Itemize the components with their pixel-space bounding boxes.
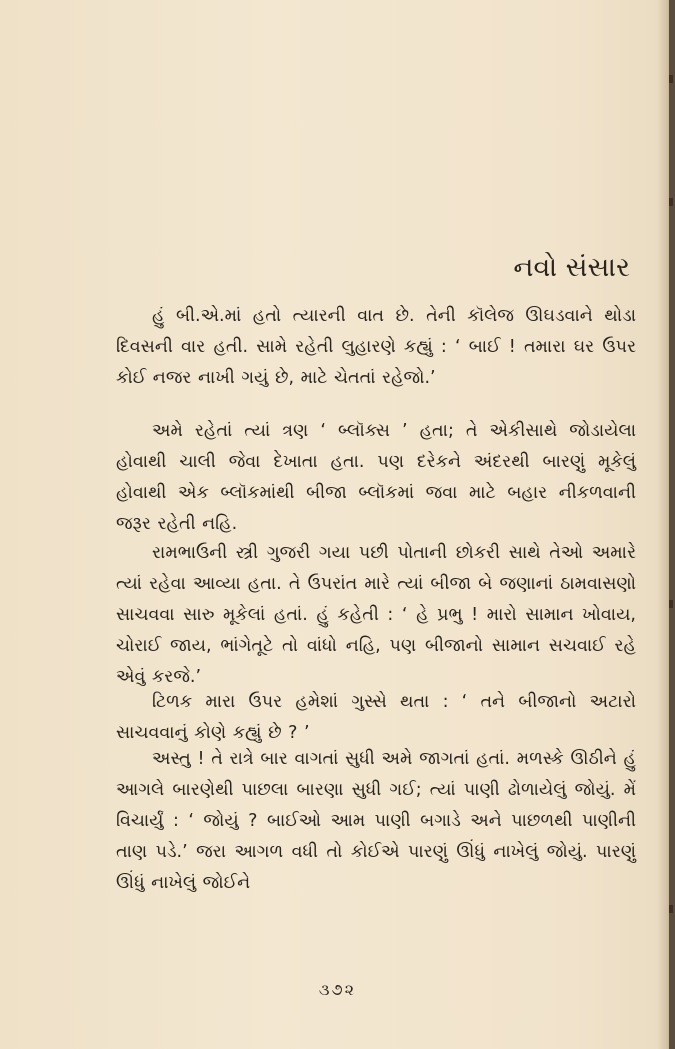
edge-mark <box>669 905 673 913</box>
page-spine-edge <box>669 0 675 1049</box>
paragraph-text: અસ્તુ ! તે રાત્રે બાર વાગતાં સુધી અમે જાગતાં હતાં. મળસ્કે ઊઠીને હું આગલે બારણેથી પાછલા બારણા સુધી ગઈ; ત્યાં પાણી ઢોળાયેલું જોયું. મેં વિચાર્યું : ‘ જોયું ? બાઈઓ આમ પાણી બગાડે અને પાછળથી પાણીની તાણ પડે.’ જરા આગળ વધી તો કોઈએ પારણું ઊંધું નાખેલું જોયું. પારણું ઊંધું નાખેલું જોઈને <box>116 749 636 893</box>
edge-mark <box>669 198 673 206</box>
edge-mark <box>669 75 673 83</box>
paragraph-text: અમે રહેતાં ત્યાં ત્રણ ‘ બ્લૉક્સ ’ હતા; તે એકીસાથે જોડાયેલા હોવાથી ચાલી જેવા દેખાતા હતા. પણ દરેકને અંદરથી બારણું મૂકેલું હોવાથી એક બ્લૉકમાંથી બીજા બ્લૉકમાં જવા માટે બહાર નીકળવાની જરૂર રહેતી નહિ. <box>116 421 636 534</box>
page-number: ૩૭૨ <box>318 980 357 999</box>
paragraph-text: હું બી.એ.માં હતો ત્યારની વાત છે. તેની કૉલેજ ઊઘડવાને થોડા દિવસની વાર હતી. સામે રહેતી લુહારણે કહ્યું : ‘ બાઈ ! તમારા ઘર ઉપર કોઈ નજર નાખી ગયું છે, માટે ચેતતાં રહેજો.’ <box>116 306 636 388</box>
paragraph-3 <box>116 538 636 693</box>
paragraph-2 <box>116 416 636 540</box>
paragraph-text: ટિળક મારા ઉપર હમેશાં ગુસ્સે થતા : ‘ તને બીજાનો અટારો સાચવવાનું કોણે કહ્યું છે ? ’ <box>116 692 636 743</box>
paragraph-5 <box>116 744 636 899</box>
paragraph-4 <box>116 687 636 749</box>
paragraph-text: રામભાઉની સ્ત્રી ગુજરી ગયા પછી પોતાની છોકરી સાથે તેઓ અમારે ત્યાં રહેવા આવ્યા હતા. તે ઉપરાંત મારે ત્યાં બીજા બે જણાનાં ઠામવાસણો સાચવવા સારુ મૂકેલાં હતાં. હું કહેતી : ‘ હે પ્રભુ ! મારો સામાન ખોવાય, ચોરાઈ જાય, ભાંગેતૂટે તો વાંધો નહિ, પણ બીજાનો સામાન સચવાઈ રહે એવું કરજે.’ <box>116 543 636 687</box>
chapter-title: નવો સંસાર <box>513 252 630 283</box>
paragraph-1 <box>116 301 636 394</box>
edge-mark <box>669 600 673 608</box>
